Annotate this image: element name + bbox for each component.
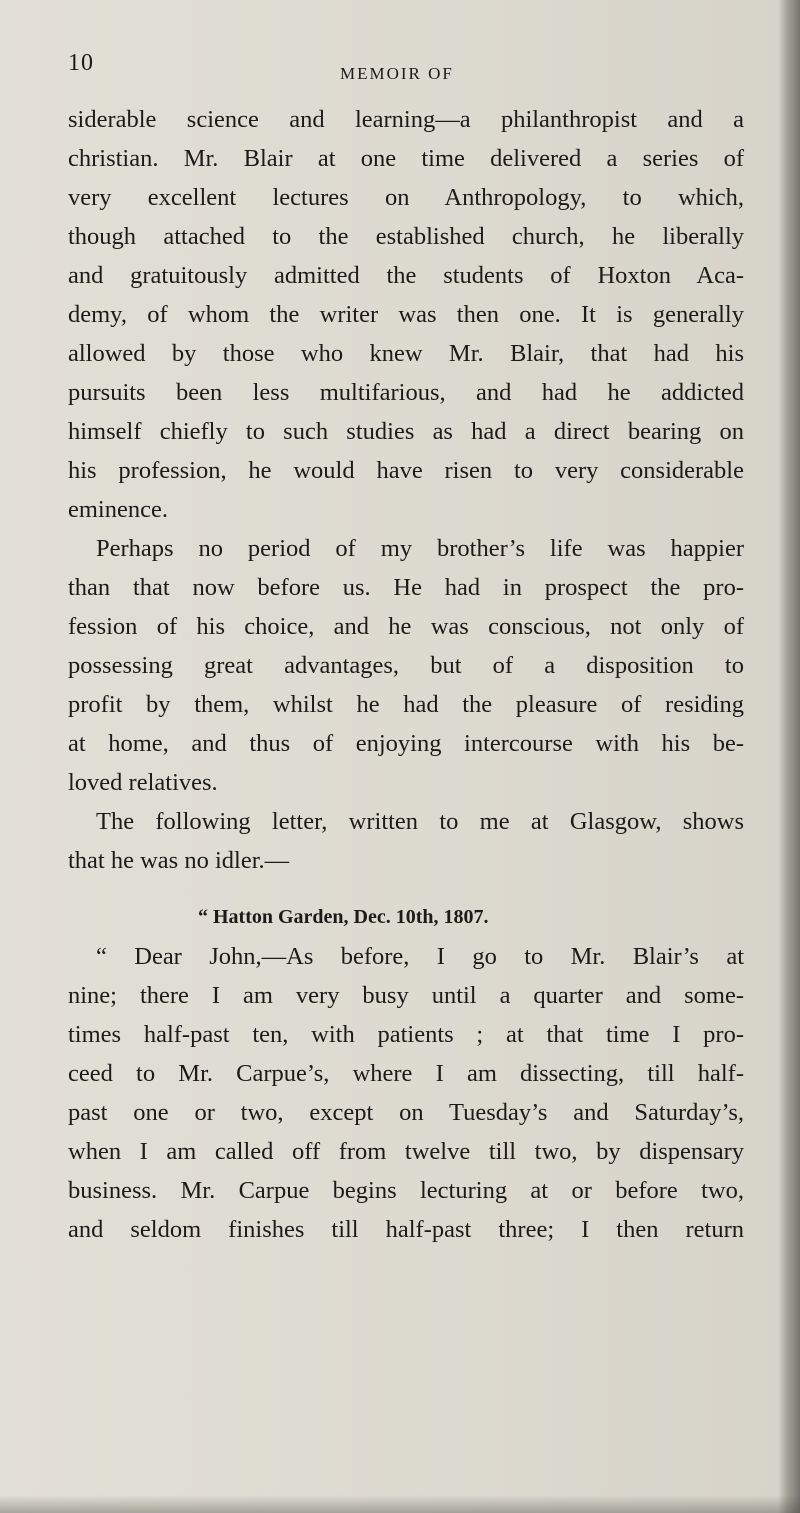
letter-line: business. Mr. Carpue begins lecturing at or before two,: [68, 1177, 744, 1204]
text-line: his profession, he would have risen to very considerable: [68, 457, 744, 484]
letter-line: and seldom finishes till half-past three; I then return: [68, 1216, 744, 1243]
letter-line: past one or two, except on Tuesday’s and Saturday’s,: [68, 1099, 744, 1126]
page-edge-shadow: [778, 0, 800, 1513]
text-line: though attached to the established church, he liberally: [68, 223, 744, 250]
letter-dateline: “ Hatton Garden, Dec. 10th, 1807.: [198, 906, 489, 928]
text-line: siderable science and learning—a philanthropist and a: [68, 106, 744, 133]
letter-line: nine; there I am very busy until a quarter and some-: [68, 982, 744, 1009]
text-line: loved relatives.: [68, 769, 218, 796]
text-line: Perhaps no period of my brother’s life was happier: [96, 535, 744, 562]
text-line: very excellent lectures on Anthropology, to which,: [68, 184, 744, 211]
text-line: profit by them, whilst he had the pleasure of residing: [68, 691, 744, 718]
text-line: allowed by those who knew Mr. Blair, that had his: [68, 340, 744, 367]
text-line: than that now before us. He had in prospect the pro-: [68, 574, 744, 601]
text-line: possessing great advantages, but of a disposition to: [68, 652, 744, 679]
letter-line: ceed to Mr. Carpue’s, where I am dissecting, till half-: [68, 1060, 744, 1087]
running-head: MEMOIR OF: [340, 64, 454, 83]
text-line: at home, and thus of enjoying intercourse with his be-: [68, 730, 744, 757]
text-line: fession of his choice, and he was conscious, not only of: [68, 613, 744, 640]
text-line: The following letter, written to me at Glasgow, shows: [96, 808, 744, 835]
text-line: and gratuitously admitted the students of Hoxton Aca-: [68, 262, 744, 289]
body-text: [68, 100, 744, 1249]
text-line: demy, of whom the writer was then one. It is generally: [68, 301, 744, 328]
text-line: christian. Mr. Blair at one time delivered a series of: [68, 145, 744, 172]
letter-line: when I am called off from twelve till two, by dispensary: [68, 1138, 744, 1165]
text-line: pursuits been less multifarious, and had he addicted: [68, 379, 744, 406]
page-bottom-shadow: [0, 1495, 800, 1513]
text-line: himself chiefly to such studies as had a direct bearing on: [68, 418, 744, 445]
text-line: that he was no idler.—: [68, 847, 290, 874]
page-number: 10: [68, 50, 94, 76]
letter-line: times half-past ten, with patients ; at that time I pro-: [68, 1021, 744, 1048]
letter-line: “ Dear John,—As before, I go to Mr. Blair’s at: [96, 943, 744, 970]
text-line: eminence.: [68, 496, 168, 523]
